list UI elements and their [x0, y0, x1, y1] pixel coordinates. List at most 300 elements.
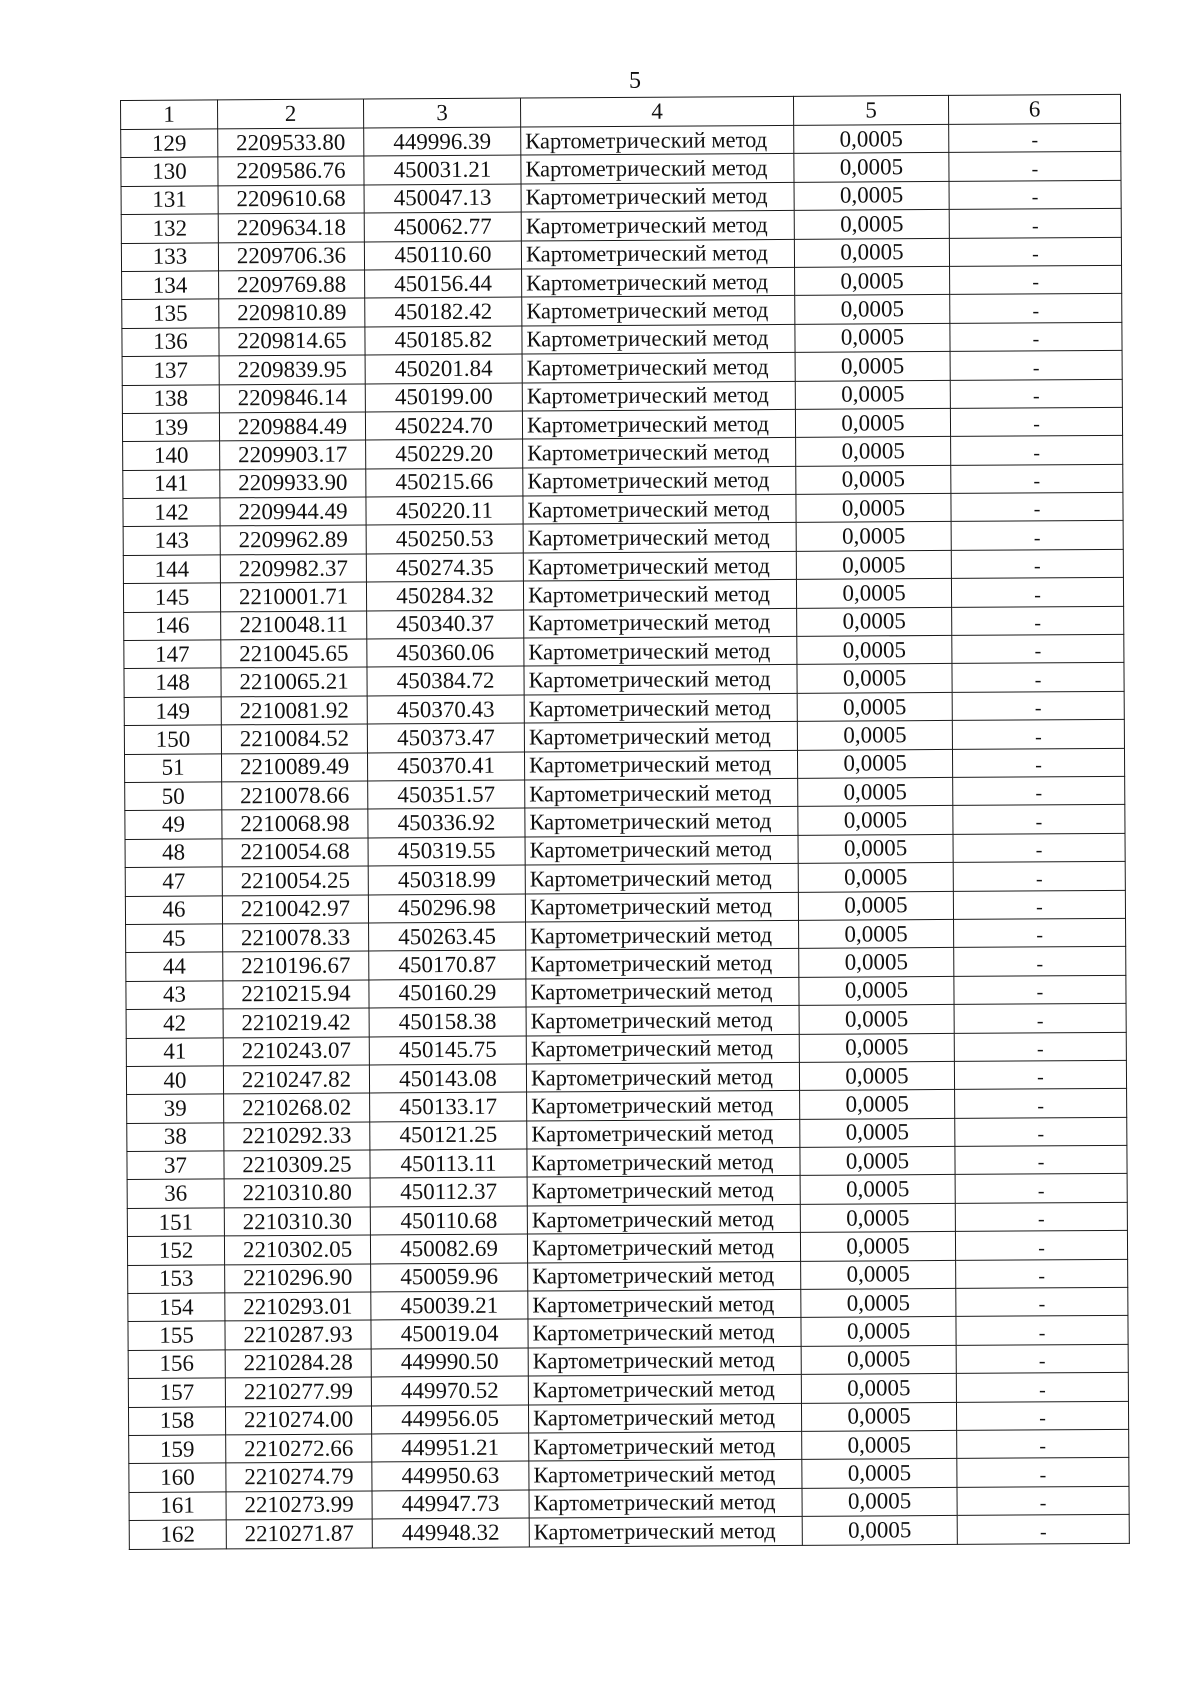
method-cell: Картометрический метод	[521, 125, 794, 155]
method-cell: Картометрический метод	[522, 296, 795, 326]
y-coordinate-cell: 450199.00	[365, 383, 522, 412]
table-body	[121, 123, 1130, 1549]
point-number-cell: 43	[126, 981, 223, 1010]
y-coordinate-cell: 450351.57	[368, 780, 525, 809]
accuracy-cell: 0,0005	[796, 550, 951, 579]
accuracy-cell: 0,0005	[797, 635, 952, 664]
coordinates-table	[120, 94, 1130, 1550]
note-cell: -	[952, 691, 1124, 720]
point-number-cell: 140	[123, 441, 220, 470]
accuracy-cell: 0,0005	[797, 664, 952, 693]
accuracy-cell: 0,0005	[800, 1090, 955, 1119]
point-number-cell: 38	[127, 1123, 224, 1152]
x-coordinate-cell: 2210215.94	[223, 980, 369, 1009]
y-coordinate-cell: 450039.21	[371, 1291, 528, 1320]
y-coordinate-cell: 450110.68	[370, 1206, 527, 1235]
point-number-cell: 153	[128, 1265, 225, 1294]
note-cell: -	[951, 549, 1123, 578]
note-cell: -	[951, 464, 1123, 493]
x-coordinate-cell: 2210042.97	[222, 895, 368, 924]
note-cell: -	[949, 123, 1121, 152]
y-coordinate-cell: 450112.37	[370, 1177, 527, 1206]
method-cell: Картометрический метод	[527, 1176, 800, 1206]
point-number-cell: 40	[126, 1066, 223, 1095]
y-coordinate-cell: 450019.04	[371, 1319, 528, 1348]
accuracy-cell: 0,0005	[795, 266, 950, 295]
accuracy-cell: 0,0005	[798, 806, 953, 835]
method-cell: Картометрический метод	[529, 1431, 802, 1461]
x-coordinate-cell: 2209610.68	[218, 185, 364, 214]
note-cell: -	[956, 1373, 1128, 1402]
point-number-cell: 162	[129, 1520, 226, 1549]
accuracy-cell: 0,0005	[796, 465, 951, 494]
x-coordinate-cell: 2210247.82	[223, 1065, 369, 1094]
point-number-cell: 144	[123, 555, 220, 584]
method-cell: Картометрический метод	[528, 1346, 801, 1376]
accuracy-cell: 0,0005	[798, 777, 953, 806]
point-number-cell: 145	[123, 583, 220, 612]
accuracy-cell: 0,0005	[798, 834, 953, 863]
y-coordinate-cell: 450182.42	[365, 297, 522, 326]
accuracy-cell: 0,0005	[794, 210, 949, 239]
method-cell: Картометрический метод	[525, 892, 798, 922]
note-cell: -	[949, 152, 1121, 181]
y-coordinate-cell: 450224.70	[365, 411, 522, 440]
point-number-cell: 158	[128, 1406, 225, 1435]
y-coordinate-cell: 450319.55	[368, 837, 525, 866]
point-number-cell: 45	[126, 924, 223, 953]
accuracy-cell: 0,0005	[796, 437, 951, 466]
x-coordinate-cell: 2210274.79	[226, 1462, 372, 1491]
point-number-cell: 44	[126, 952, 223, 981]
accuracy-cell: 0,0005	[798, 863, 953, 892]
y-coordinate-cell: 449951.21	[372, 1433, 529, 1462]
y-coordinate-cell: 450160.29	[369, 979, 526, 1008]
accuracy-cell: 0,0005	[802, 1516, 957, 1545]
point-number-cell: 138	[122, 384, 219, 413]
accuracy-cell: 0,0005	[795, 408, 950, 437]
table-row	[129, 1515, 1129, 1549]
x-coordinate-cell: 2209903.17	[220, 440, 366, 469]
x-coordinate-cell: 2210309.25	[224, 1150, 370, 1179]
x-coordinate-cell: 2210045.65	[221, 639, 367, 668]
method-cell: Картометрический метод	[527, 1233, 800, 1263]
method-cell: Картометрический метод	[521, 154, 794, 184]
y-coordinate-cell: 450201.84	[365, 354, 522, 383]
x-coordinate-cell: 2210054.68	[222, 838, 368, 867]
x-coordinate-cell: 2209839.95	[219, 355, 365, 384]
y-coordinate-cell: 450336.92	[368, 808, 525, 837]
y-coordinate-cell: 450110.60	[364, 241, 521, 270]
column-header-3: 3	[363, 98, 520, 128]
y-coordinate-cell: 450296.98	[368, 894, 525, 923]
note-cell: -	[952, 663, 1124, 692]
y-coordinate-cell: 450360.06	[367, 638, 524, 667]
accuracy-cell: 0,0005	[795, 323, 950, 352]
accuracy-cell: 0,0005	[797, 721, 952, 750]
x-coordinate-cell: 2210274.00	[225, 1406, 371, 1435]
y-coordinate-cell: 450274.35	[366, 553, 523, 582]
x-coordinate-cell: 2210271.87	[226, 1519, 372, 1548]
point-number-cell: 37	[127, 1151, 224, 1180]
method-cell: Картометрический метод	[527, 1204, 800, 1234]
y-coordinate-cell: 450384.72	[367, 666, 524, 695]
x-coordinate-cell: 2209884.49	[219, 412, 365, 441]
note-cell: -	[953, 805, 1125, 834]
point-number-cell: 131	[121, 186, 218, 215]
y-coordinate-cell: 450229.20	[366, 439, 523, 468]
x-coordinate-cell: 2210302.05	[224, 1235, 370, 1264]
accuracy-cell: 0,0005	[801, 1402, 956, 1431]
x-coordinate-cell: 2209634.18	[218, 213, 364, 242]
method-cell: Картометрический метод	[523, 438, 796, 468]
x-coordinate-cell: 2210054.25	[222, 866, 368, 895]
x-coordinate-cell: 2210089.49	[221, 753, 367, 782]
method-cell: Картометрический метод	[523, 466, 796, 496]
method-cell: Картометрический метод	[524, 636, 797, 666]
note-cell: -	[956, 1316, 1128, 1345]
accuracy-cell: 0,0005	[797, 607, 952, 636]
y-coordinate-cell: 450062.77	[364, 212, 521, 241]
point-number-cell: 137	[122, 356, 219, 385]
x-coordinate-cell: 2209706.36	[218, 242, 364, 271]
point-number-cell: 146	[124, 612, 221, 641]
method-cell: Картометрический метод	[527, 1119, 800, 1149]
method-cell: Картометрический метод	[526, 1034, 799, 1064]
note-cell: -	[957, 1486, 1129, 1515]
y-coordinate-cell: 450113.11	[370, 1149, 527, 1178]
method-cell: Картометрический метод	[525, 835, 798, 865]
point-number-cell: 150	[124, 725, 221, 754]
y-coordinate-cell: 450284.32	[366, 581, 523, 610]
note-cell: -	[955, 1089, 1127, 1118]
note-cell: -	[952, 748, 1124, 777]
coordinates-sheet	[120, 94, 1129, 1550]
note-cell: -	[954, 918, 1126, 947]
note-cell: -	[953, 862, 1125, 891]
column-header-5: 5	[793, 95, 948, 125]
method-cell: Картометрический метод	[522, 353, 795, 383]
method-cell: Картометрический метод	[523, 523, 796, 553]
note-cell: -	[952, 606, 1124, 635]
note-cell: -	[950, 351, 1122, 380]
y-coordinate-cell: 450047.13	[364, 184, 521, 213]
accuracy-cell: 0,0005	[802, 1487, 957, 1516]
page-number: 5	[629, 68, 641, 94]
point-number-cell: 147	[124, 640, 221, 669]
note-cell: -	[952, 720, 1124, 749]
accuracy-cell: 0,0005	[801, 1345, 956, 1374]
x-coordinate-cell: 2210078.66	[222, 781, 368, 810]
accuracy-cell: 0,0005	[797, 692, 952, 721]
note-cell: -	[955, 1117, 1127, 1146]
point-number-cell: 41	[126, 1037, 223, 1066]
accuracy-cell: 0,0005	[800, 1146, 955, 1175]
x-coordinate-cell: 2210296.90	[225, 1264, 371, 1293]
point-number-cell: 160	[129, 1463, 226, 1492]
accuracy-cell: 0,0005	[795, 352, 950, 381]
y-coordinate-cell: 450082.69	[370, 1234, 527, 1263]
y-coordinate-cell: 450156.44	[365, 269, 522, 298]
point-number-cell: 161	[129, 1492, 226, 1521]
accuracy-cell: 0,0005	[796, 522, 951, 551]
note-cell: -	[954, 1003, 1126, 1032]
accuracy-cell: 0,0005	[800, 1118, 955, 1147]
note-cell: -	[953, 776, 1125, 805]
x-coordinate-cell: 2209846.14	[219, 384, 365, 413]
method-cell: Картометрический метод	[522, 267, 795, 297]
method-cell: Картометрический метод	[525, 778, 798, 808]
accuracy-cell: 0,0005	[800, 1175, 955, 1204]
note-cell: -	[950, 294, 1122, 323]
y-coordinate-cell: 450250.53	[366, 525, 523, 554]
method-cell: Картометрический метод	[526, 1062, 799, 1092]
method-cell: Картометрический метод	[526, 949, 799, 979]
note-cell: -	[955, 1202, 1127, 1231]
accuracy-cell: 0,0005	[798, 891, 953, 920]
note-cell: -	[953, 890, 1125, 919]
point-number-cell: 51	[124, 753, 221, 782]
column-header-6: 6	[948, 94, 1120, 124]
x-coordinate-cell: 2210268.02	[224, 1093, 370, 1122]
y-coordinate-cell: 450121.25	[370, 1121, 527, 1150]
x-coordinate-cell: 2210277.99	[225, 1377, 371, 1406]
method-cell: Картометрический метод	[527, 1147, 800, 1177]
point-number-cell: 155	[128, 1321, 225, 1350]
x-coordinate-cell: 2210081.92	[221, 696, 367, 725]
x-coordinate-cell: 2210293.01	[225, 1292, 371, 1321]
point-number-cell: 136	[122, 328, 219, 357]
accuracy-cell: 0,0005	[794, 153, 949, 182]
accuracy-cell: 0,0005	[800, 1232, 955, 1261]
y-coordinate-cell: 449970.52	[371, 1376, 528, 1405]
y-coordinate-cell: 450133.17	[370, 1092, 527, 1121]
x-coordinate-cell: 2210284.28	[225, 1349, 371, 1378]
accuracy-cell: 0,0005	[794, 124, 949, 153]
method-cell: Картометрический метод	[526, 977, 799, 1007]
y-coordinate-cell: 450185.82	[365, 326, 522, 355]
note-cell: -	[949, 180, 1121, 209]
method-cell: Картометрический метод	[526, 1005, 799, 1035]
accuracy-cell: 0,0005	[799, 919, 954, 948]
method-cell: Картометрический метод	[528, 1375, 801, 1405]
x-coordinate-cell: 2209810.89	[219, 298, 365, 327]
y-coordinate-cell: 450143.08	[369, 1064, 526, 1093]
point-number-cell: 159	[129, 1435, 226, 1464]
accuracy-cell: 0,0005	[799, 976, 954, 1005]
x-coordinate-cell: 2209982.37	[220, 554, 366, 583]
method-cell: Картометрический метод	[529, 1488, 802, 1518]
note-cell: -	[954, 1060, 1126, 1089]
x-coordinate-cell: 2209586.76	[218, 156, 364, 185]
x-coordinate-cell: 2209814.65	[219, 327, 365, 356]
method-cell: Картометрический метод	[525, 864, 798, 894]
x-coordinate-cell: 2210219.42	[223, 1008, 369, 1037]
note-cell: -	[951, 492, 1123, 521]
x-coordinate-cell: 2210078.33	[223, 923, 369, 952]
method-cell: Картометрический метод	[522, 324, 795, 354]
point-number-cell: 49	[125, 810, 222, 839]
point-number-cell: 156	[128, 1350, 225, 1379]
accuracy-cell: 0,0005	[795, 380, 950, 409]
point-number-cell: 39	[127, 1094, 224, 1123]
x-coordinate-cell: 2210310.80	[224, 1178, 370, 1207]
x-coordinate-cell: 2209933.90	[220, 469, 366, 498]
point-number-cell: 132	[121, 214, 218, 243]
point-number-cell: 47	[125, 867, 222, 896]
note-cell: -	[957, 1515, 1129, 1544]
method-cell: Картометрический метод	[528, 1403, 801, 1433]
point-number-cell: 148	[124, 668, 221, 697]
x-coordinate-cell: 2210001.71	[220, 582, 366, 611]
accuracy-cell: 0,0005	[795, 295, 950, 324]
x-coordinate-cell: 2209533.80	[218, 128, 364, 157]
method-cell: Картометрический метод	[524, 722, 797, 752]
x-coordinate-cell: 2210287.93	[225, 1320, 371, 1349]
note-cell: -	[950, 265, 1122, 294]
note-cell: -	[954, 1032, 1126, 1061]
method-cell: Картометрический метод	[528, 1261, 801, 1291]
note-cell: -	[954, 975, 1126, 1004]
point-number-cell: 142	[123, 498, 220, 527]
x-coordinate-cell: 2209944.49	[220, 497, 366, 526]
method-cell: Картометрический метод	[522, 409, 795, 439]
note-cell: -	[957, 1429, 1129, 1458]
x-coordinate-cell: 2210196.67	[223, 951, 369, 980]
accuracy-cell: 0,0005	[802, 1459, 957, 1488]
method-cell: Картометрический метод	[524, 750, 797, 780]
method-cell: Картометрический метод	[524, 665, 797, 695]
x-coordinate-cell: 2210272.66	[226, 1434, 372, 1463]
point-number-cell: 36	[127, 1179, 224, 1208]
method-cell: Картометрический метод	[525, 807, 798, 837]
x-coordinate-cell: 2210273.99	[226, 1491, 372, 1520]
point-number-cell: 42	[126, 1009, 223, 1038]
point-number-cell: 152	[127, 1236, 224, 1265]
accuracy-cell: 0,0005	[799, 1005, 954, 1034]
point-number-cell: 130	[121, 157, 218, 186]
y-coordinate-cell: 450215.66	[366, 468, 523, 497]
method-cell: Картометрический метод	[523, 580, 796, 610]
note-cell: -	[953, 833, 1125, 862]
point-number-cell: 149	[124, 697, 221, 726]
point-number-cell: 134	[122, 271, 219, 300]
note-cell: -	[957, 1458, 1129, 1487]
note-cell: -	[952, 634, 1124, 663]
x-coordinate-cell: 2209962.89	[220, 525, 366, 554]
note-cell: -	[954, 947, 1126, 976]
accuracy-cell: 0,0005	[794, 238, 949, 267]
point-number-cell: 139	[122, 413, 219, 442]
point-number-cell: 157	[128, 1378, 225, 1407]
y-coordinate-cell: 450158.38	[369, 1007, 526, 1036]
accuracy-cell: 0,0005	[802, 1430, 957, 1459]
x-coordinate-cell: 2210048.11	[221, 611, 367, 640]
note-cell: -	[950, 379, 1122, 408]
x-coordinate-cell: 2210065.21	[221, 667, 367, 696]
method-cell: Картометрический метод	[521, 239, 794, 269]
y-coordinate-cell: 449990.50	[371, 1348, 528, 1377]
x-coordinate-cell: 2210068.98	[222, 809, 368, 838]
point-number-cell: 50	[125, 782, 222, 811]
column-header-2: 2	[218, 99, 364, 129]
point-number-cell: 48	[125, 839, 222, 868]
method-cell: Картометрический метод	[529, 1460, 802, 1490]
accuracy-cell: 0,0005	[801, 1317, 956, 1346]
note-cell: -	[951, 521, 1123, 550]
method-cell: Картометрический метод	[527, 1091, 800, 1121]
note-cell: -	[951, 578, 1123, 607]
accuracy-cell: 0,0005	[801, 1260, 956, 1289]
y-coordinate-cell: 450370.41	[367, 752, 524, 781]
point-number-cell: 151	[127, 1208, 224, 1237]
accuracy-cell: 0,0005	[799, 948, 954, 977]
x-coordinate-cell: 2210292.33	[224, 1122, 370, 1151]
method-cell: Картометрический метод	[523, 551, 796, 581]
y-coordinate-cell: 449947.73	[372, 1490, 529, 1519]
accuracy-cell: 0,0005	[799, 1033, 954, 1062]
column-header-1: 1	[121, 100, 218, 130]
accuracy-cell: 0,0005	[797, 749, 952, 778]
note-cell: -	[951, 436, 1123, 465]
point-number-cell: 133	[121, 242, 218, 271]
y-coordinate-cell: 450318.99	[368, 865, 525, 894]
y-coordinate-cell: 450170.87	[369, 950, 526, 979]
accuracy-cell: 0,0005	[801, 1374, 956, 1403]
note-cell: -	[950, 322, 1122, 351]
method-cell: Картометрический метод	[526, 920, 799, 950]
y-coordinate-cell: 450059.96	[371, 1263, 528, 1292]
accuracy-cell: 0,0005	[801, 1288, 956, 1317]
method-cell: Картометрический метод	[522, 381, 795, 411]
note-cell: -	[949, 237, 1121, 266]
method-cell: Картометрический метод	[521, 182, 794, 212]
y-coordinate-cell: 450373.47	[367, 723, 524, 752]
y-coordinate-cell: 450145.75	[369, 1036, 526, 1065]
y-coordinate-cell: 449948.32	[372, 1518, 529, 1547]
note-cell: -	[955, 1174, 1127, 1203]
accuracy-cell: 0,0005	[794, 181, 949, 210]
point-number-cell: 129	[121, 129, 218, 158]
method-cell: Картометрический метод	[523, 494, 796, 524]
accuracy-cell: 0,0005	[796, 579, 951, 608]
x-coordinate-cell: 2209769.88	[219, 270, 365, 299]
y-coordinate-cell: 449956.05	[371, 1405, 528, 1434]
note-cell: -	[956, 1401, 1128, 1430]
accuracy-cell: 0,0005	[796, 494, 951, 523]
x-coordinate-cell: 2210084.52	[221, 724, 367, 753]
point-number-cell: 46	[125, 895, 222, 924]
y-coordinate-cell: 450031.21	[364, 155, 521, 184]
note-cell: -	[956, 1259, 1128, 1288]
x-coordinate-cell: 2210243.07	[223, 1036, 369, 1065]
x-coordinate-cell: 2210310.30	[224, 1207, 370, 1236]
y-coordinate-cell: 449996.39	[364, 127, 521, 156]
y-coordinate-cell: 450263.45	[369, 922, 526, 951]
point-number-cell: 154	[128, 1293, 225, 1322]
method-cell: Картометрический метод	[528, 1289, 801, 1319]
accuracy-cell: 0,0005	[799, 1061, 954, 1090]
point-number-cell: 143	[123, 526, 220, 555]
y-coordinate-cell: 450220.11	[366, 496, 523, 525]
method-cell: Картометрический метод	[528, 1318, 801, 1348]
method-cell: Картометрический метод	[529, 1517, 802, 1547]
point-number-cell: 141	[123, 470, 220, 499]
note-cell: -	[956, 1287, 1128, 1316]
note-cell: -	[949, 209, 1121, 238]
method-cell: Картометрический метод	[524, 608, 797, 638]
y-coordinate-cell: 450370.43	[367, 695, 524, 724]
